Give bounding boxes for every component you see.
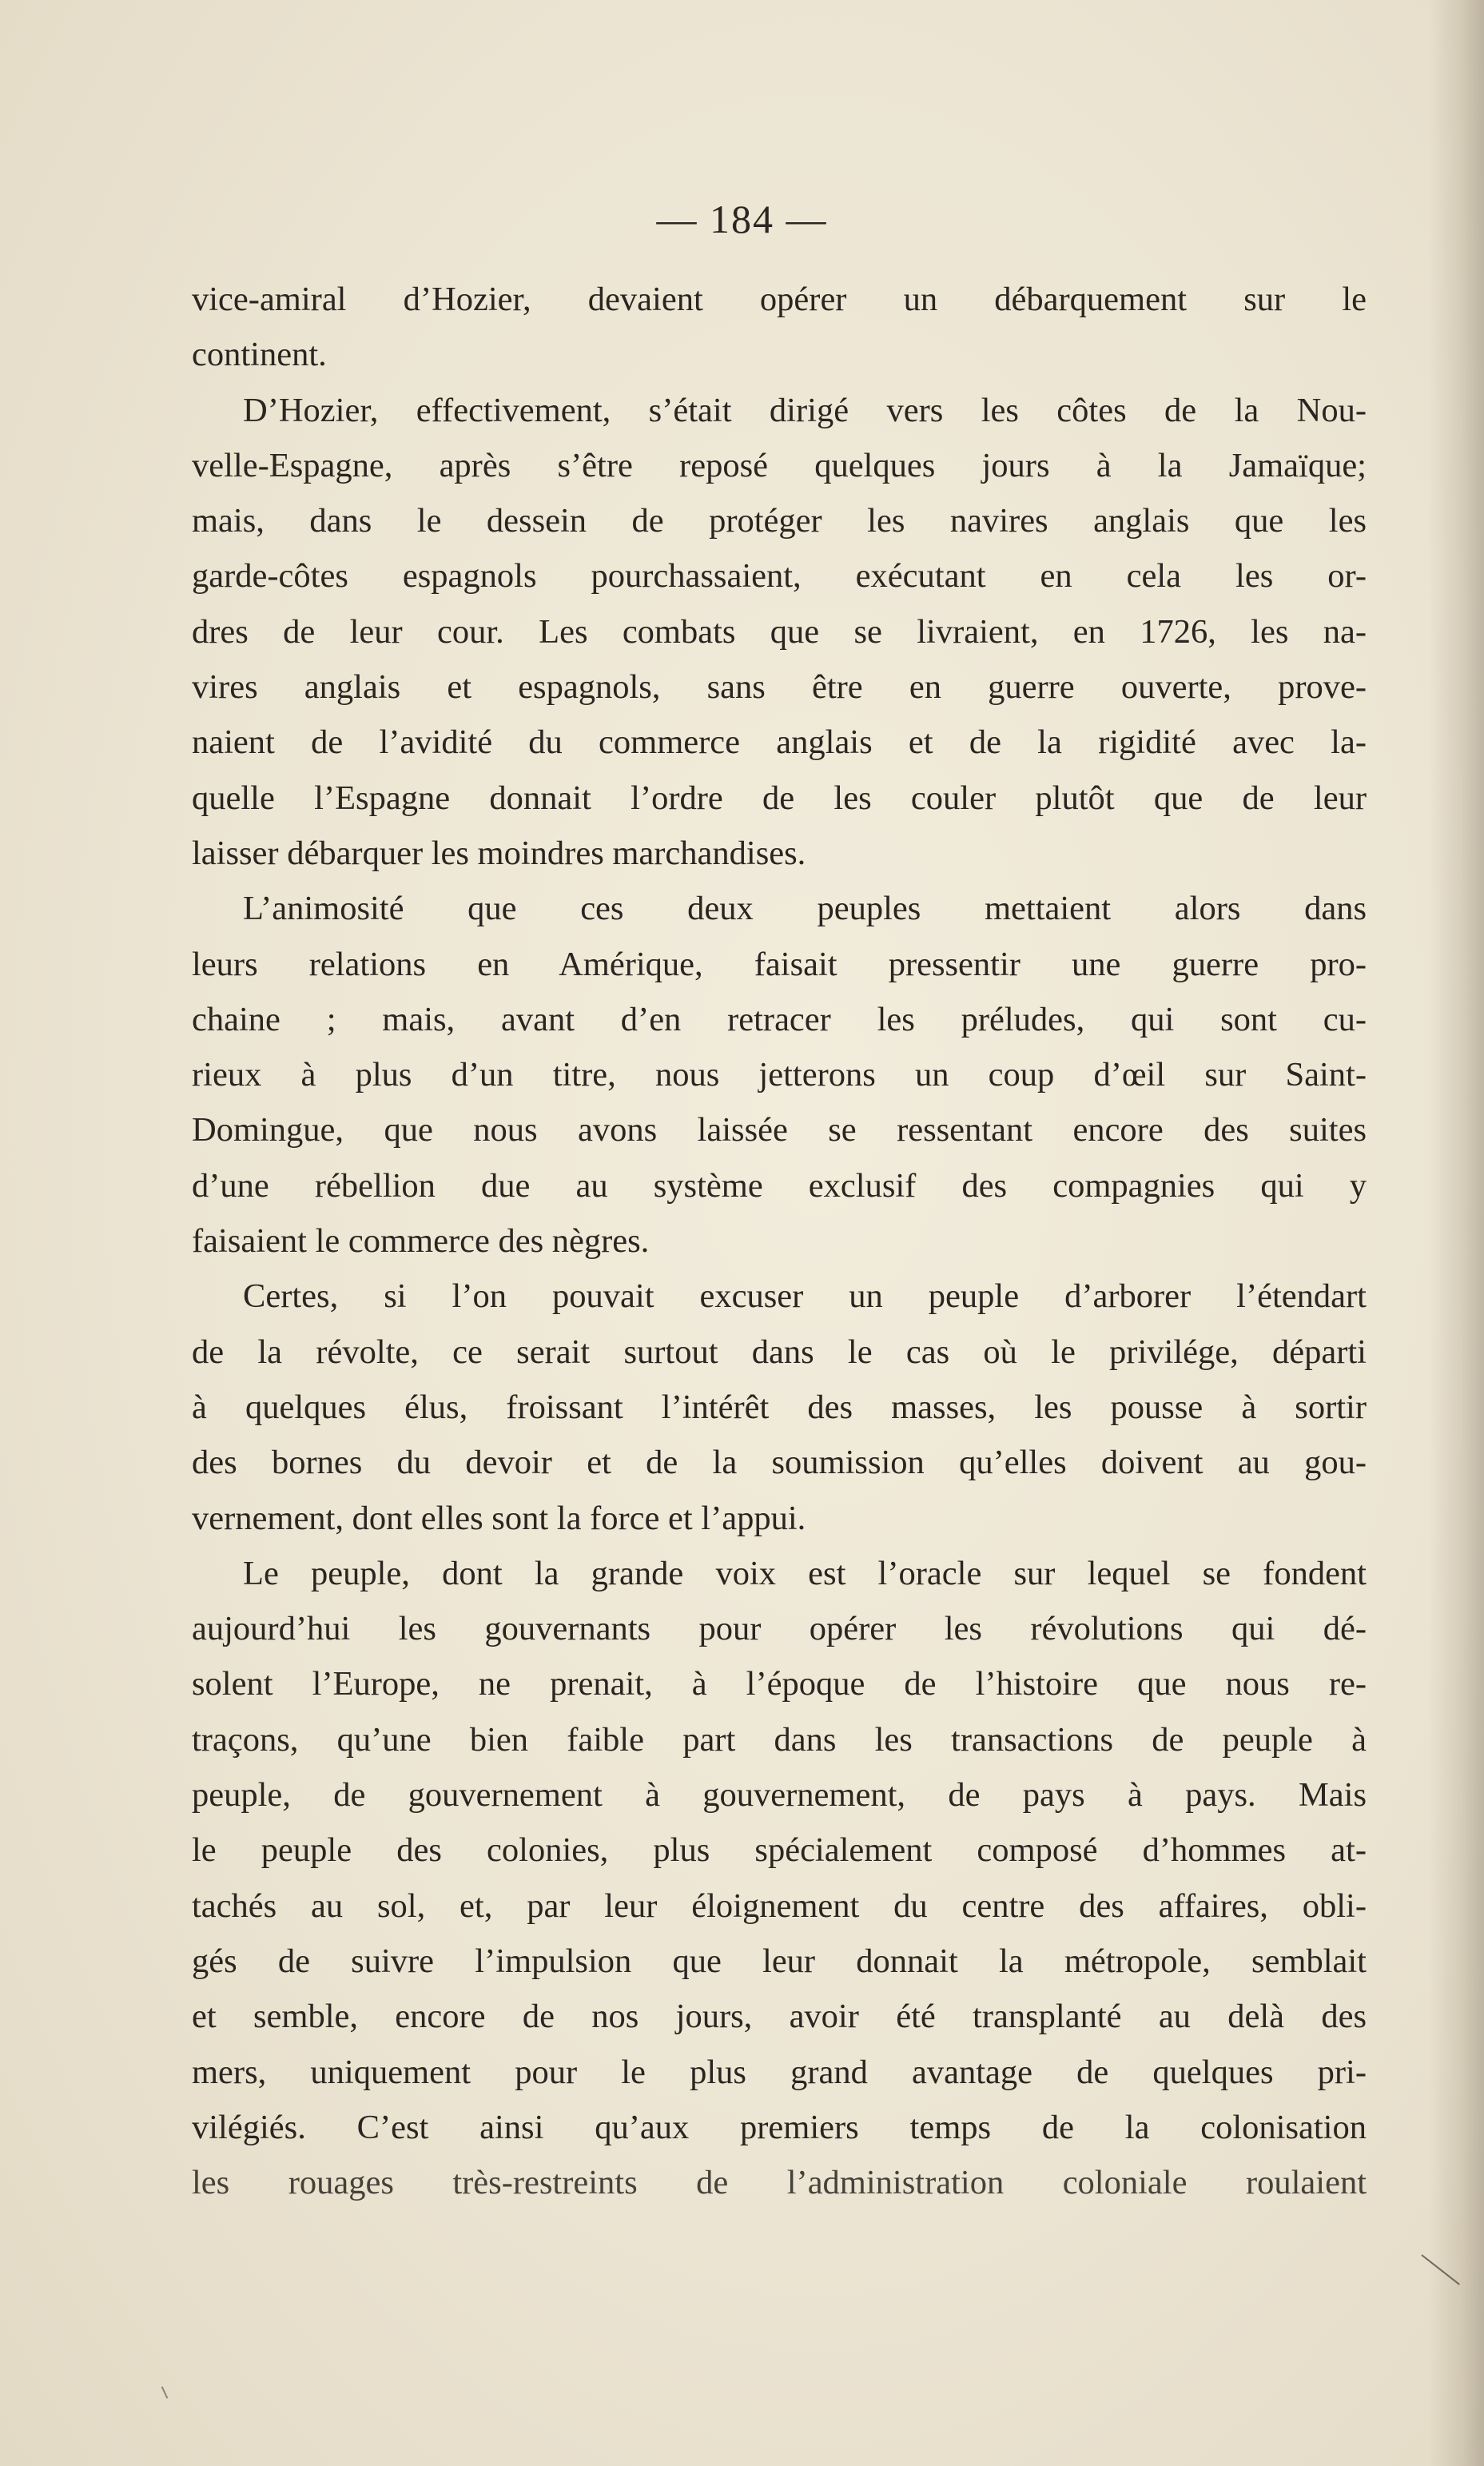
text-line: et semble, encore de nos jours, avoir été transplanté au delà des xyxy=(192,1998,1367,2036)
text-line: dres de leur cour. Les combats que se livraient, en 1726, les na- xyxy=(192,612,1367,651)
text-line: vires anglais et espagnols, sans être en guerre ouverte, prove- xyxy=(192,668,1367,707)
text-line: laisser débarquer les moindres marchandises. xyxy=(192,834,806,872)
text-line: quelle l’Espagne donnait l’ordre de les couler plutôt que de leur xyxy=(192,779,1367,817)
text-line: velle-Espagne, après s’être reposé quelques jours à la Jamaïque; xyxy=(192,446,1367,484)
page-number: — 184 — xyxy=(656,197,828,241)
text-line: D’Hozier, effectivement, s’était dirigé vers les côtes de la Nou- xyxy=(243,391,1367,429)
text-line: traçons, qu’une bien faible part dans les transactions de peuple à xyxy=(192,1720,1367,1759)
text-line: des bornes du devoir et de la soumission qu’elles doivent au gou- xyxy=(192,1444,1367,1482)
text-line: tachés au sol, et, par leur éloignement du centre des affaires, obli- xyxy=(192,1886,1367,1925)
text-line: vernement, dont elles sont la force et l’appui. xyxy=(192,1499,806,1537)
text-line: rieux à plus d’un titre, nous jetterons un coup d’œil sur Saint- xyxy=(192,1056,1367,1094)
text-line: Domingue, que nous avons laissée se ressentant encore des suites xyxy=(192,1111,1367,1149)
text-line: vilégiés. C’est ainsi qu’aux premiers temps de la colonisation xyxy=(192,2108,1367,2146)
text-line: mais, dans le dessein de protéger les navires anglais que les xyxy=(192,502,1367,540)
body-text xyxy=(192,272,1367,2210)
text-line: garde-côtes espagnols pourchassaient, exécutant en cela les or- xyxy=(192,557,1367,596)
text-line: continent. xyxy=(192,336,327,374)
text-line: le peuple des colonies, plus spécialement composé d’hommes at- xyxy=(192,1831,1367,1870)
text-line: solent l’Europe, ne prenait, à l’époque de l’histoire que nous re- xyxy=(192,1665,1367,1703)
text-line: Le peuple, dont la grande voix est l’oracle sur lequel se fondent xyxy=(243,1554,1367,1592)
text-line: naient de l’avidité du commerce anglais et de la rigidité avec la- xyxy=(192,723,1367,762)
text-line: gés de suivre l’impulsion que leur donnait la métropole, semblait xyxy=(192,1942,1367,1980)
text-line: à quelques élus, froissant l’intérêt des masses, les pousse à sortir xyxy=(192,1388,1367,1426)
text-line: leurs relations en Amérique, faisait pressentir une guerre pro- xyxy=(192,945,1367,983)
text-line: L’animosité que ces deux peuples mettaient alors dans xyxy=(243,890,1367,928)
text-line: Certes, si l’on pouvait excuser un peuple d’arborer l’étendart xyxy=(243,1277,1367,1316)
text-line: chaine ; mais, avant d’en retracer les préludes, qui sont cu- xyxy=(192,1000,1367,1038)
text-line: les rouages très-restreints de l’administration coloniale roulaient xyxy=(192,2164,1367,2202)
text-line: mers, uniquement pour le plus grand avantage de quelques pri- xyxy=(192,2053,1367,2091)
text-line: peuple, de gouvernement à gouvernement, de pays à pays. Mais xyxy=(192,1776,1367,1815)
pencil-mark xyxy=(161,2386,169,2398)
text-line: faisaient le commerce des nègres. xyxy=(192,1222,650,1261)
text-line: aujourd’hui les gouvernants pour opérer les révolutions qui dé- xyxy=(192,1610,1367,1648)
binding-shadow xyxy=(1428,0,1484,2466)
text-line: de la révolte, ce serait surtout dans le cas où le privilége, départi xyxy=(192,1333,1367,1371)
text-line: d’une rébellion due au système exclusif des compagnies qui y xyxy=(192,1166,1367,1205)
text-line: vice-amiral d’Hozier, devaient opérer un débarquement sur le xyxy=(192,281,1367,318)
